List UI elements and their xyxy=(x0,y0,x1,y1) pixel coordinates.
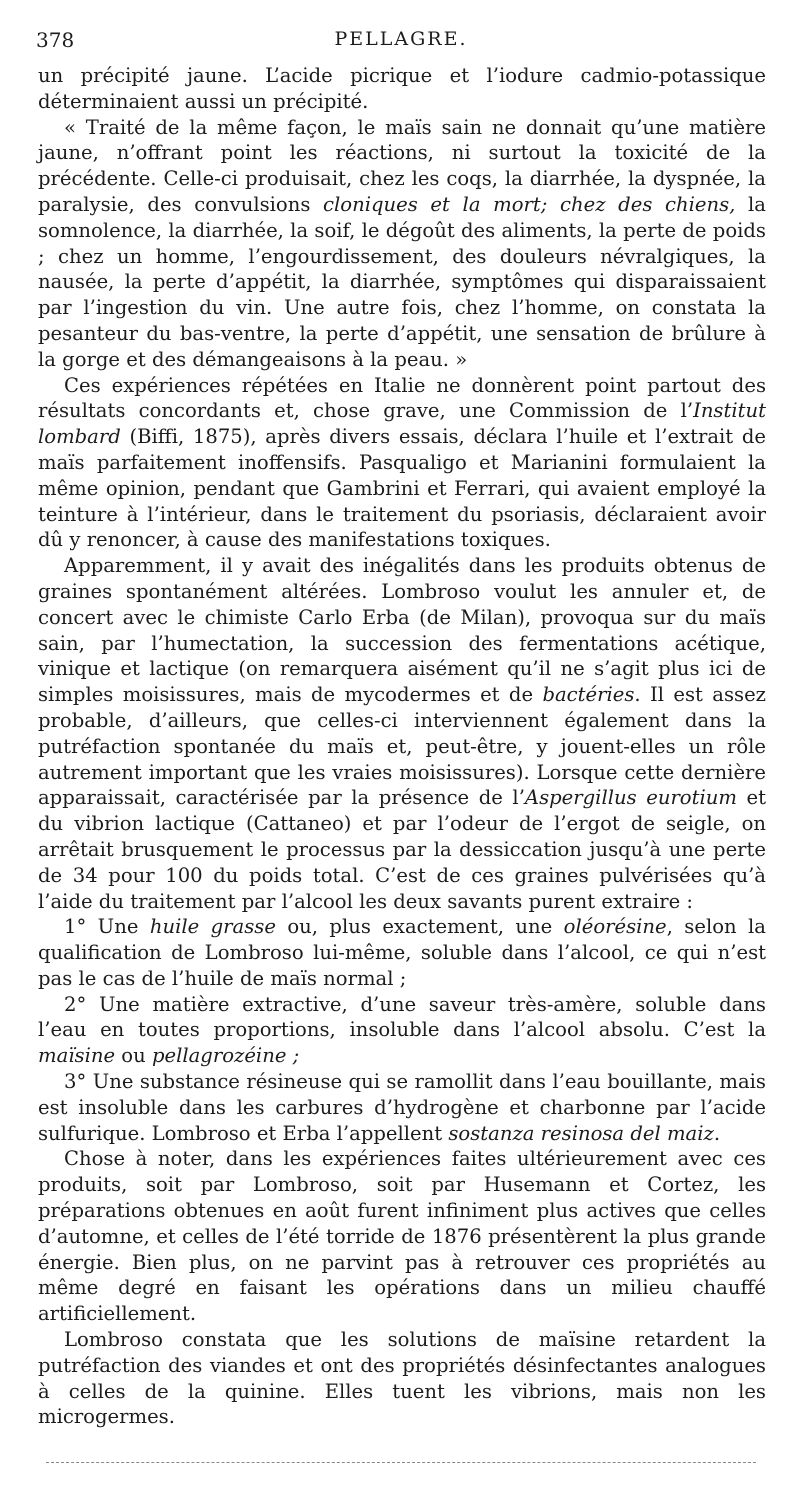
italic-run: oléorésine xyxy=(563,915,667,939)
paragraph xyxy=(38,1069,766,1146)
italic-run: Institut lombard xyxy=(38,399,766,449)
page-number: 378 xyxy=(36,28,75,52)
italic-run: pellagrozéine ; xyxy=(151,1044,300,1068)
text-run: (Biffi, 1875), après divers essais, déclara l’huile et l’extrait de maïs parfaitement inoffensifs. Pasqualigo et Marianini formulaient la même opinion, pendant que Gambrini et Ferrari, qui avaient employé la teinture à l’intérieur, dans le traitement du psoriasis, déclaraient avoir dû y renoncer, à cause des manifestations toxiques. xyxy=(38,425,766,552)
page-header xyxy=(36,28,766,58)
paragraph: un précipité jaune. L’acide picrique et l’iodure cadmio-potassique déterminaient aussi un précipité. xyxy=(38,64,766,113)
text-run: . xyxy=(713,1121,721,1145)
text-run: . Il est assez probable, d’ailleurs, que celles-ci interviennent également dans la putréfaction spontanée du maïs et, peut-être, y jouent-elles un rôle autrement important que les vraies moisissures). Lorsque cette dernière apparaissait, caractérisée par la présence de l’ xyxy=(38,683,766,810)
text-run: 3° Une substance résineuse qui se ramollit dans l’eau bouillante, mais est insoluble dans les carbures d’hydrogène et charbonne par l’acide sulfurique. Lombroso et Erba l’appellent xyxy=(38,1070,766,1145)
paragraph xyxy=(38,115,766,373)
paragraph xyxy=(38,373,766,554)
italic-run: Aspergillus eurotium xyxy=(524,786,737,810)
text-run: « Traité de la même façon, le maïs sain ne donnait qu’une matière jaune, n’offrant point les réactions, ni surtout la toxicité de la précédente. Celle-ci produisait, chez les coqs, la diarrhée, la dyspnée, la paralysie, des convulsions xyxy=(38,115,766,216)
paragraph: Chose à noter, dans les expériences faites ultérieurement avec ces produits, soit par Lombroso, soit par Husemann et Cortez, les préparations obtenues en août furent infiniment plus actives que celles d’automne, et celles de l’été torride de 1876 présentèrent la plus grande énergie. Bien plus, on ne parvint pas à retrouver ces propriétés au même degré en faisant les opérations dans un milieu chauffé artificiellement. xyxy=(38,1147,766,1326)
text-run: ou xyxy=(115,1044,152,1068)
text-run: Ces expériences répétées en Italie ne donnèrent point partout des résultats concordants et, chose grave, une Commission de l’ xyxy=(38,373,766,423)
text-run: Apparemment, il y avait des inégalités dans les produits obtenus de graines spontanément altérées. Lombroso voulut les annuler et, de concert avec le chimiste Carlo Erba (de Milan), provoqua sur du maïs sain, par l’humectation, la succession des fermentations acétique, vinique et lactique (on remarquera aisément qu’il ne s’agit plus ici de simples moisissures, mais de mycodermes et de xyxy=(38,554,766,707)
text-run: 2° Une matière extractive, d’une saveur très-amère, soluble dans l’eau en toutes proportions, insoluble dans l’alcool absolu. C’est la xyxy=(38,992,766,1042)
text-run: 1° Une xyxy=(64,915,150,939)
italic-run: maïsine xyxy=(38,1044,116,1068)
paragraph: Lombroso constata que les solutions de maïsine retardent la putréfaction des viandes et ont des propriétés désinfectantes analogues à celles de la quinine. Elles tuent les vibrions, mais non les microgermes. xyxy=(38,1328,766,1429)
text-run: , selon la qualification de Lombroso lui-même, soluble dans l’alcool, ce qui n’est pas le cas de l’huile de maïs normal ; xyxy=(38,915,766,990)
text-run: ou, plus exactement, une xyxy=(275,915,564,939)
text-run: la somnolence, la diarrhée, la soif, le dégoût des aliments, la perte de poids ; chez un homme, l’engourdissement, des douleurs névralgiques, la nausée, la perte d’appétit, la diarrhée, symptômes qui disparaissaient par l’ingestion du vin. Une autre fois, chez l’homme, on constata la pesanteur du bas-ventre, la perte d’appétit, une sensation de brûlure à la gorge et des démangeaisons à la peau. » xyxy=(38,192,766,371)
italic-run: cloniques et la mort; chez des chiens, xyxy=(323,192,736,216)
running-title: PELLAGRE. xyxy=(334,28,468,50)
paragraph xyxy=(38,914,766,991)
italic-run: bactéries xyxy=(542,683,635,707)
text-run: et du vibrion lactique (Cattaneo) et par l’odeur de l’ergot de seigle, on arrêtait brusquement le processus par la dessiccation jusqu’à une perte de 34 pour 100 du poids total. C’est de ces graines pulvérisées qu’à l’aide du traitement par l’alcool les deux savants purent extraire : xyxy=(38,786,766,913)
italic-run: huile grasse xyxy=(149,915,276,939)
paragraph xyxy=(38,992,766,1069)
footer-rule xyxy=(46,1462,756,1463)
paragraph xyxy=(38,553,766,914)
body-text xyxy=(38,63,766,1430)
italic-run: sostanza resinosa del maiz xyxy=(448,1121,714,1145)
